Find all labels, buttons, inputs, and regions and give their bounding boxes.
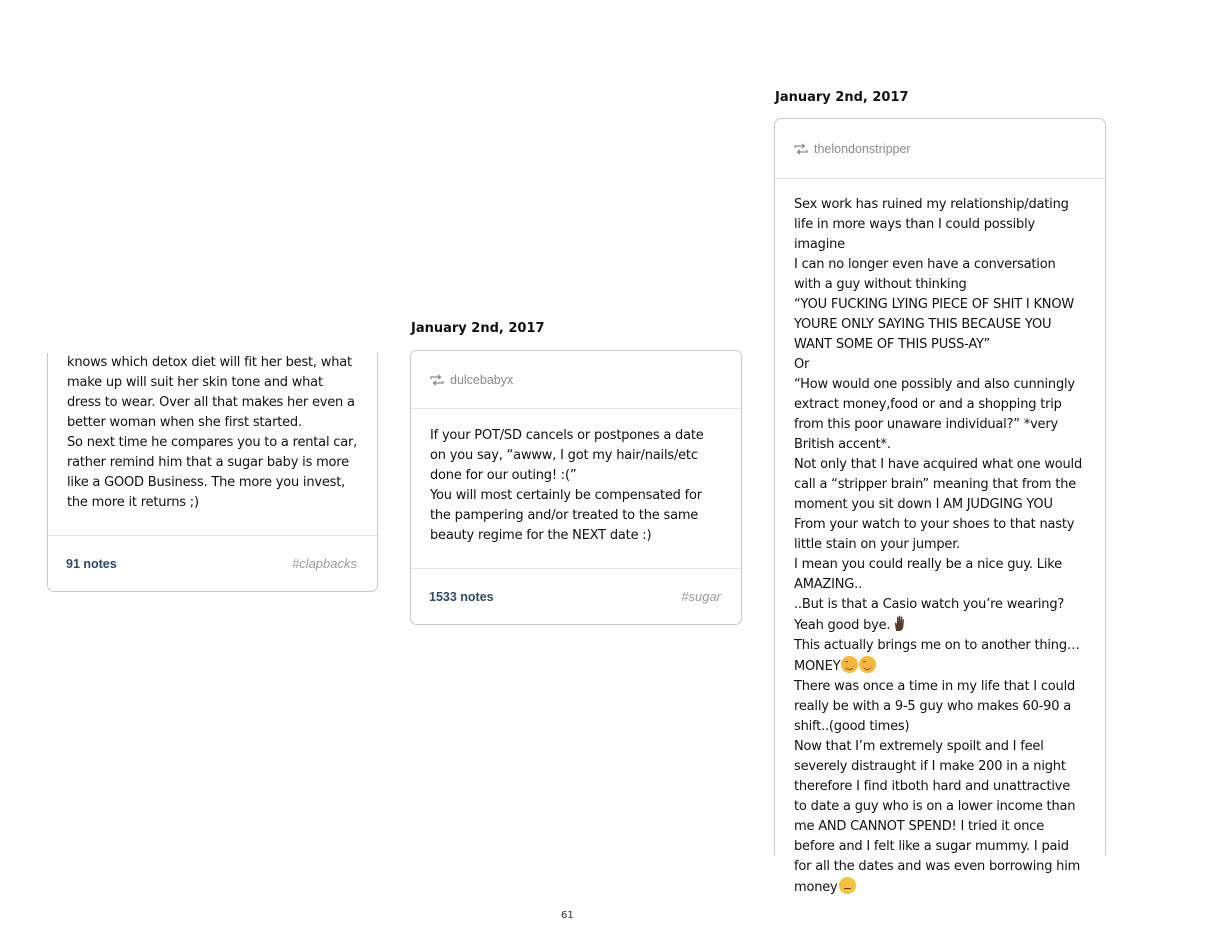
post-card-1: [47, 353, 378, 592]
face-with-rolling-eyes-icon: [839, 877, 856, 894]
post-text: This actually brings me on to another thing… MONEY: [794, 638, 1080, 674]
post-paragraph: “How would one possibly and also cunningly extract money,food or and a shopping trip from this poor unaware individual?” *very British accent*.: [794, 377, 1075, 452]
notes-count[interactable]: 91 notes: [66, 556, 117, 571]
post-paragraph: “YOU FUCKING LYING PIECE OF SHIT I KNOW YOURE ONLY SAYING THIS BECAUSE YOU WANT SOME OF THIS PUSS-AY”: [794, 297, 1075, 352]
post-paragraph: Or: [794, 357, 810, 372]
post-body: [775, 179, 1105, 917]
reblogged-from-username[interactable]: thelondonstripper: [814, 141, 911, 156]
post-body: [48, 353, 377, 532]
post-date: January 2nd, 2017: [775, 90, 909, 105]
post-paragraph: There was once a time in my life that I could really be with a 9-5 guy who makes 60-90 a shift..(good times): [794, 679, 1076, 734]
smiling-face-icon: [859, 656, 876, 673]
post-paragraph: Not only that I have acquired what one would call a “stripper brain” meaning that from the moment you sit down I AM JUDGING YOU: [794, 457, 1083, 512]
post-text: Now that I’m extremely spoilt and I feel severely distraught if I make 200 in a night therefore I find itboth hard and unattractive to date a guy who is on a lower income than me AND CANNOT SPEND! I tried it once before and I felt like a sugar mummy. I paid for all the dates and was even borrowing him money: [794, 739, 1081, 895]
notes-count[interactable]: 1533 notes: [429, 589, 494, 604]
raised-hand-icon: [891, 615, 908, 632]
post-paragraph: Sex work has ruined my relationship/dating life in more ways than I could possibly imagine: [794, 197, 1069, 252]
post-paragraph-with-emoji: [794, 737, 1086, 898]
post-paragraph: You will most certainly be compensated for the pampering and/or treated to the same beauty regime for the NEXT date :): [430, 488, 702, 543]
post-paragraph-with-emoji: [794, 636, 1086, 677]
post-tag[interactable]: #clapbacks: [291, 556, 357, 571]
reblog-icon: [794, 144, 808, 154]
post-paragraph: So next time he compares you to a rental car, rather remind him that a sugar baby is more like a GOOD Business. The more you invest, the more it returns ;): [67, 435, 358, 510]
post-card-3: [774, 118, 1106, 895]
post-body: [411, 409, 741, 565]
post-paragraph: From your watch to your shoes to that nasty little stain on your jumper.: [794, 517, 1075, 552]
page-number: 61: [561, 910, 574, 921]
post-text: ..But is that a Casio watch you’re wearing?Yeah good bye.: [794, 597, 1065, 633]
post-paragraph-with-emoji: [794, 595, 1086, 636]
reblog-header: [775, 119, 1105, 179]
post-card-2: [410, 350, 742, 625]
reblog-header: [411, 351, 741, 409]
post-footer: [48, 535, 377, 591]
reblog-icon: [430, 375, 444, 385]
post-paragraph: If your POT/SD cancels or postpones a date on you say, “awww, I got my hair/nails/etc done for our outing! :(”: [430, 428, 704, 483]
post-date: January 2nd, 2017: [411, 321, 545, 336]
post-footer: [411, 568, 741, 624]
reblogged-from-username[interactable]: dulcebabyx: [450, 372, 514, 387]
post-paragraph: knows which detox diet will fit her best, what make up will suit her skin tone and what dress to wear. Over all that makes her even a better woman when she first started.: [67, 355, 355, 430]
post-tag[interactable]: #sugar: [681, 589, 721, 604]
smiling-face-icon: [841, 656, 858, 673]
post-paragraph: I can no longer even have a conversation with a guy without thinking: [794, 257, 1056, 292]
post-paragraph: I mean you could really be a nice guy. Like AMAZING..: [794, 557, 1062, 592]
